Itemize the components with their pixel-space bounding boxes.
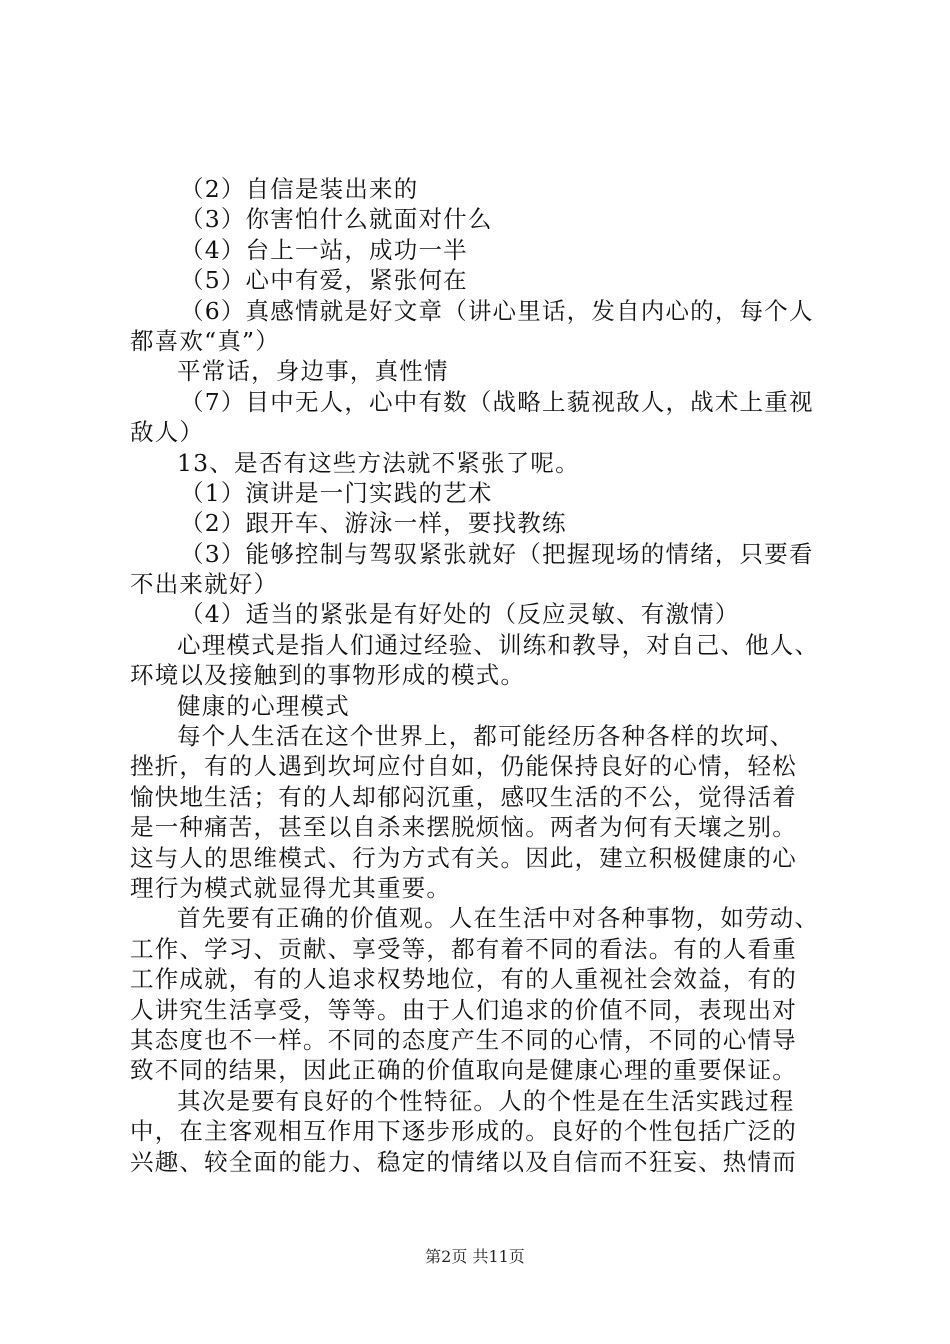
text-line: 人讲究生活享受，等等。由于人们追求的价值不同，表现出对 xyxy=(130,995,797,1024)
text-line: 其态度也不一样。不同的态度产生不同的心情，不同的心情导 xyxy=(130,1025,797,1054)
text-line: （3）能够控制与驾驭紧张就好（把握现场的情绪，只要看 xyxy=(180,539,814,568)
text-line: 平常话，身边事，真性情 xyxy=(177,357,449,386)
text-line: 工作、学习、贡献、享受等，都有着不同的看法。有的人看重 xyxy=(130,934,797,963)
text-line: （7）目中无人，心中有数（战略上藐视敌人，战术上重视 xyxy=(180,387,814,416)
text-line: 这与人的思维模式、行为方式有关。因此，建立积极健康的心 xyxy=(130,843,797,872)
text-line: 心理模式是指人们通过经验、训练和教导，对自己、他人、 xyxy=(177,630,820,659)
text-line: （2）跟开车、游泳一样，要找教练 xyxy=(180,509,567,538)
text-line: （5）心中有爱，紧张何在 xyxy=(180,266,468,295)
text-line: （3）你害怕什么就面对什么 xyxy=(180,205,493,234)
text-line: 环境以及接触到的事物形成的模式。 xyxy=(130,661,526,690)
text-line: 中，在主客观相互作用下逐步形成的。良好的个性包括广泛的 xyxy=(130,1117,797,1146)
text-line: （4）台上一站，成功一半 xyxy=(180,235,468,264)
text-line: 愉快地生活；有的人却郁闷沉重，感叹生活的不公，觉得活着 xyxy=(130,782,797,811)
text-line: 挫折，有的人遇到坎坷应付自如，仍能保持良好的心情，轻松 xyxy=(130,752,797,781)
text-line: （1）演讲是一门实践的艺术 xyxy=(180,478,493,507)
section-heading: 健康的心理模式 xyxy=(177,691,350,720)
text-line: （6）真感情就是好文章（讲心里话，发自内心的，每个人 xyxy=(180,296,814,325)
text-line: 理行为模式就显得尤其重要。 xyxy=(130,873,452,902)
text-line: （4）适当的紧张是有好处的（反应灵敏、有激情） xyxy=(180,600,740,629)
text-line: 敌人） xyxy=(130,418,205,447)
text-line: 首先要有正确的价值观。人在生活中对各种事物，如劳动、 xyxy=(177,904,820,933)
text-line: 不出来就好） xyxy=(130,570,279,599)
text-line: 兴趣、较全面的能力、稳定的情绪以及自信而不狂妄、热情而 xyxy=(130,1147,797,1176)
text-line: 其次是要有良好的个性特征。人的个性是在生活实践过程 xyxy=(177,1086,795,1115)
document-body xyxy=(130,174,830,1177)
text-line: 每个人生活在这个世界上，都可能经历各种各样的坎坷、 xyxy=(177,722,795,751)
text-line: （2）自信是装出来的 xyxy=(180,175,419,203)
text-line: 致不同的结果，因此正确的价值取向是健康心理的重要保证。 xyxy=(130,1056,797,1085)
text-line: 工作成就，有的人追求权势地位，有的人重视社会效益，有的 xyxy=(130,965,797,994)
text-line: 13、是否有这些方法就不紧张了呢。 xyxy=(177,448,580,477)
text-line: 是一种痛苦，甚至以自杀来摆脱烦恼。两者为何有天壤之别。 xyxy=(130,813,797,842)
text-line: 都喜欢“真”） xyxy=(130,326,280,355)
page-number-footer: 第2页 共11页 xyxy=(425,1247,525,1266)
